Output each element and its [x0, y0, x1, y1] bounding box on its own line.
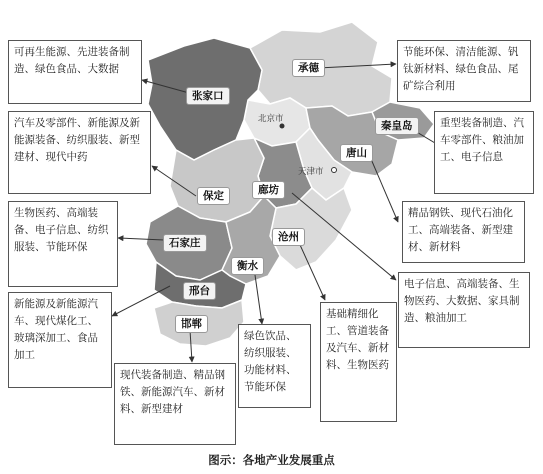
industry-box-tangshan: 精品钢铁、现代石油化工、高端装备、新型建材、新材料 — [402, 201, 525, 263]
label-tangshan: 唐山 — [340, 144, 373, 162]
label-xingtai: 邢台 — [183, 282, 216, 300]
label-handan: 邯郸 — [175, 315, 208, 333]
label-zhangjiakou: 张家口 — [186, 87, 230, 105]
label-tianjin: 天津市 — [298, 167, 324, 177]
label-hengshui: 衡水 — [231, 257, 264, 275]
industry-box-zhangjiakou: 可再生能源、先进装备制造、绿色食品、大数据 — [8, 40, 142, 104]
figure-caption: 图示：各地产业发展重点 — [208, 453, 335, 467]
industry-box-xingtai: 新能源及新能源汽车、现代煤化工、玻璃深加工、食品加工 — [8, 292, 112, 388]
label-cangzhou: 沧州 — [272, 228, 305, 246]
label-shijiazhuang: 石家庄 — [163, 234, 207, 252]
industry-box-handan: 现代装备制造、精品钢铁、新能源汽车、新材料、新型建材 — [114, 363, 236, 445]
beijing-dot — [280, 124, 285, 129]
industry-box-qinhuangdao: 重型装备制造、汽车零部件、粮油加工、电子信息 — [434, 111, 534, 194]
industry-box-cangzhou: 基础精细化工、管道装备及汽车、新材料、生物医药 — [320, 302, 397, 422]
industry-box-chengde: 节能环保、清洁能源、钒钛新材料、绿色食品、尾矿综合利用 — [397, 40, 531, 102]
label-baoding: 保定 — [197, 187, 230, 205]
tianjin-dot — [332, 168, 337, 173]
label-langfang: 廊坊 — [252, 181, 285, 199]
label-chengde: 承德 — [292, 59, 325, 77]
industry-box-baoding: 汽车及零部件、新能源及新能源装备、纺织服装、新型建材、现代中药 — [8, 111, 151, 194]
label-beijing: 北京市 — [258, 114, 284, 124]
industry-box-shijiazhuang: 生物医药、高端装备、电子信息、纺织服装、节能环保 — [8, 201, 118, 287]
industry-box-hengshui: 绿色饮品、纺织服装、功能材料、节能环保 — [238, 324, 311, 408]
label-qinhuangdao: 秦皇岛 — [375, 117, 419, 135]
industry-box-langfang: 电子信息、高端装备、生物医药、大数据、家具制造、粮油加工 — [398, 272, 530, 348]
